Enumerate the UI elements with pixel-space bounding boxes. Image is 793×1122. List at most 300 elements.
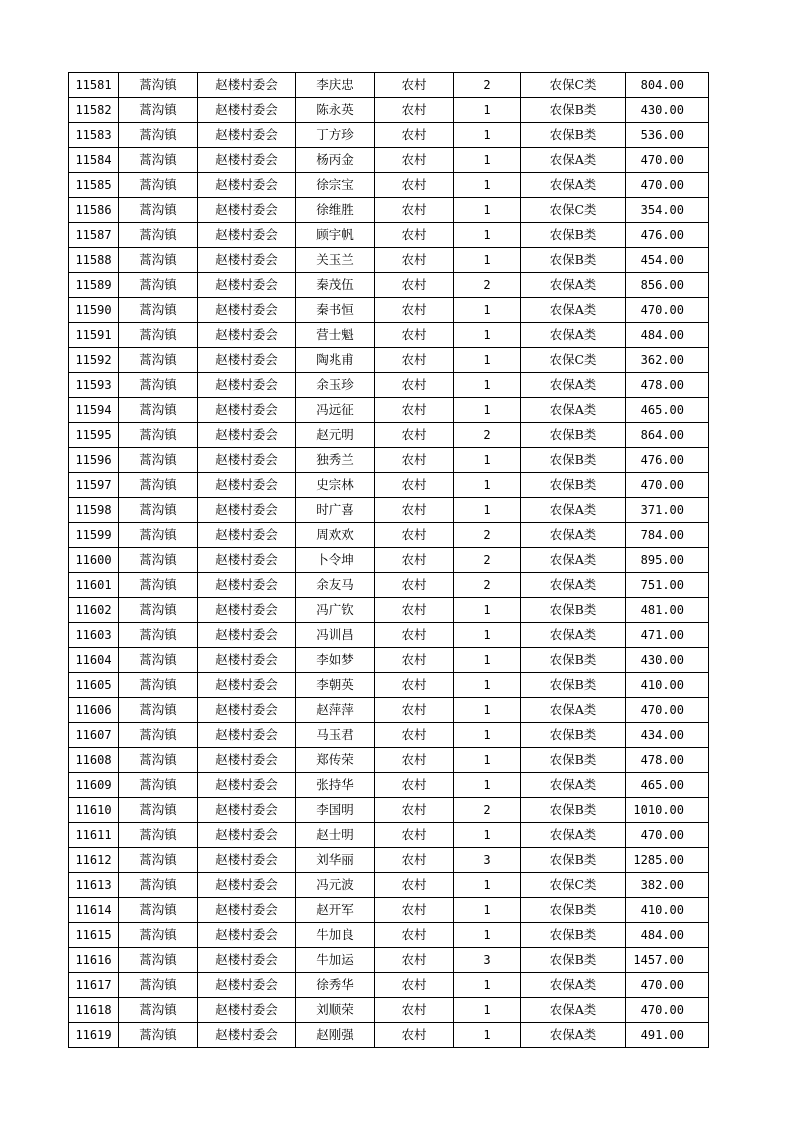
area-type-cell: 农村: [375, 398, 454, 423]
household-count-cell: 1: [454, 398, 521, 423]
village-committee-cell: 赵楼村委会: [198, 698, 296, 723]
serial-number-cell: 11615: [69, 923, 119, 948]
insurance-category-cell: 农保A类: [521, 298, 626, 323]
amount-cell: 895.00: [626, 548, 709, 573]
insurance-category-cell: 农保A类: [521, 573, 626, 598]
household-count-cell: 1: [454, 198, 521, 223]
area-type-cell: 农村: [375, 623, 454, 648]
table-row: [69, 523, 709, 548]
name-cell: 李朝英: [296, 673, 375, 698]
area-type-cell: 农村: [375, 1023, 454, 1048]
area-type-cell: 农村: [375, 898, 454, 923]
town-cell: 蒿沟镇: [119, 998, 198, 1023]
name-cell: 史宗林: [296, 473, 375, 498]
table-row: [69, 373, 709, 398]
town-cell: 蒿沟镇: [119, 698, 198, 723]
area-type-cell: 农村: [375, 748, 454, 773]
table-row: [69, 873, 709, 898]
town-cell: 蒿沟镇: [119, 923, 198, 948]
insurance-category-cell: 农保A类: [521, 173, 626, 198]
insurance-category-cell: 农保A类: [521, 973, 626, 998]
household-count-cell: 1: [454, 348, 521, 373]
town-cell: 蒿沟镇: [119, 573, 198, 598]
household-count-cell: 1: [454, 98, 521, 123]
table-row: [69, 273, 709, 298]
amount-cell: 1457.00: [626, 948, 709, 973]
village-committee-cell: 赵楼村委会: [198, 273, 296, 298]
amount-cell: 471.00: [626, 623, 709, 648]
household-count-cell: 1: [454, 698, 521, 723]
table-row: [69, 798, 709, 823]
area-type-cell: 农村: [375, 123, 454, 148]
amount-cell: 476.00: [626, 223, 709, 248]
amount-cell: 804.00: [626, 73, 709, 98]
serial-number-cell: 11594: [69, 398, 119, 423]
town-cell: 蒿沟镇: [119, 198, 198, 223]
table-row: [69, 823, 709, 848]
town-cell: 蒿沟镇: [119, 723, 198, 748]
serial-number-cell: 11612: [69, 848, 119, 873]
name-cell: 独秀兰: [296, 448, 375, 473]
table-row: [69, 398, 709, 423]
household-count-cell: 2: [454, 423, 521, 448]
village-committee-cell: 赵楼村委会: [198, 898, 296, 923]
table-row: [69, 198, 709, 223]
area-type-cell: 农村: [375, 923, 454, 948]
name-cell: 李国明: [296, 798, 375, 823]
table-row: [69, 98, 709, 123]
household-count-cell: 1: [454, 1023, 521, 1048]
town-cell: 蒿沟镇: [119, 123, 198, 148]
table-row: [69, 498, 709, 523]
village-committee-cell: 赵楼村委会: [198, 148, 296, 173]
household-count-cell: 2: [454, 523, 521, 548]
name-cell: 刘顺荣: [296, 998, 375, 1023]
town-cell: 蒿沟镇: [119, 823, 198, 848]
household-count-cell: 1: [454, 323, 521, 348]
area-type-cell: 农村: [375, 198, 454, 223]
household-count-cell: 2: [454, 73, 521, 98]
table-row: [69, 1023, 709, 1048]
area-type-cell: 农村: [375, 523, 454, 548]
town-cell: 蒿沟镇: [119, 673, 198, 698]
area-type-cell: 农村: [375, 823, 454, 848]
amount-cell: 454.00: [626, 248, 709, 273]
amount-cell: 856.00: [626, 273, 709, 298]
amount-cell: 362.00: [626, 348, 709, 373]
name-cell: 冯远征: [296, 398, 375, 423]
serial-number-cell: 11590: [69, 298, 119, 323]
insurance-category-cell: 农保B类: [521, 923, 626, 948]
serial-number-cell: 11599: [69, 523, 119, 548]
town-cell: 蒿沟镇: [119, 873, 198, 898]
village-committee-cell: 赵楼村委会: [198, 123, 296, 148]
serial-number-cell: 11587: [69, 223, 119, 248]
serial-number-cell: 11616: [69, 948, 119, 973]
amount-cell: 354.00: [626, 198, 709, 223]
serial-number-cell: 11611: [69, 823, 119, 848]
insurance-category-cell: 农保B类: [521, 598, 626, 623]
table-row: [69, 448, 709, 473]
insurance-category-cell: 农保B类: [521, 473, 626, 498]
household-count-cell: 3: [454, 848, 521, 873]
serial-number-cell: 11605: [69, 673, 119, 698]
table-row: [69, 948, 709, 973]
amount-cell: 478.00: [626, 748, 709, 773]
amount-cell: 470.00: [626, 473, 709, 498]
area-type-cell: 农村: [375, 298, 454, 323]
name-cell: 周欢欢: [296, 523, 375, 548]
household-count-cell: 3: [454, 948, 521, 973]
village-committee-cell: 赵楼村委会: [198, 173, 296, 198]
village-committee-cell: 赵楼村委会: [198, 998, 296, 1023]
town-cell: 蒿沟镇: [119, 848, 198, 873]
serial-number-cell: 11584: [69, 148, 119, 173]
town-cell: 蒿沟镇: [119, 298, 198, 323]
town-cell: 蒿沟镇: [119, 548, 198, 573]
serial-number-cell: 11588: [69, 248, 119, 273]
name-cell: 郑传荣: [296, 748, 375, 773]
insurance-category-cell: 农保A类: [521, 773, 626, 798]
household-count-cell: 1: [454, 648, 521, 673]
amount-cell: 470.00: [626, 298, 709, 323]
amount-cell: 491.00: [626, 1023, 709, 1048]
area-type-cell: 农村: [375, 348, 454, 373]
household-count-cell: 1: [454, 923, 521, 948]
town-cell: 蒿沟镇: [119, 73, 198, 98]
table-row: [69, 298, 709, 323]
household-count-cell: 1: [454, 498, 521, 523]
table-row: [69, 998, 709, 1023]
name-cell: 徐秀华: [296, 973, 375, 998]
serial-number-cell: 11613: [69, 873, 119, 898]
serial-number-cell: 11581: [69, 73, 119, 98]
town-cell: 蒿沟镇: [119, 948, 198, 973]
town-cell: 蒿沟镇: [119, 798, 198, 823]
amount-cell: 470.00: [626, 148, 709, 173]
insurance-category-cell: 农保C类: [521, 348, 626, 373]
village-committee-cell: 赵楼村委会: [198, 73, 296, 98]
name-cell: 赵开军: [296, 898, 375, 923]
serial-number-cell: 11595: [69, 423, 119, 448]
area-type-cell: 农村: [375, 548, 454, 573]
household-count-cell: 1: [454, 223, 521, 248]
household-count-cell: 2: [454, 548, 521, 573]
serial-number-cell: 11600: [69, 548, 119, 573]
insurance-category-cell: 农保A类: [521, 523, 626, 548]
name-cell: 张持华: [296, 773, 375, 798]
town-cell: 蒿沟镇: [119, 348, 198, 373]
village-committee-cell: 赵楼村委会: [198, 673, 296, 698]
amount-cell: 478.00: [626, 373, 709, 398]
insurance-category-cell: 农保B类: [521, 673, 626, 698]
record-table: [68, 72, 709, 1048]
amount-cell: 465.00: [626, 398, 709, 423]
serial-number-cell: 11592: [69, 348, 119, 373]
serial-number-cell: 11608: [69, 748, 119, 773]
amount-cell: 371.00: [626, 498, 709, 523]
village-committee-cell: 赵楼村委会: [198, 823, 296, 848]
amount-cell: 470.00: [626, 823, 709, 848]
name-cell: 营士魁: [296, 323, 375, 348]
table-row: [69, 748, 709, 773]
name-cell: 关玉兰: [296, 248, 375, 273]
area-type-cell: 农村: [375, 498, 454, 523]
table-body: [69, 73, 709, 1048]
area-type-cell: 农村: [375, 798, 454, 823]
area-type-cell: 农村: [375, 998, 454, 1023]
name-cell: 杨丙金: [296, 148, 375, 173]
household-count-cell: 1: [454, 973, 521, 998]
area-type-cell: 农村: [375, 848, 454, 873]
table-row: [69, 323, 709, 348]
serial-number-cell: 11583: [69, 123, 119, 148]
insurance-category-cell: 农保B类: [521, 223, 626, 248]
village-committee-cell: 赵楼村委会: [198, 923, 296, 948]
insurance-category-cell: 农保A类: [521, 1023, 626, 1048]
insurance-category-cell: 农保B类: [521, 898, 626, 923]
name-cell: 陈永英: [296, 98, 375, 123]
table-row: [69, 223, 709, 248]
name-cell: 丁方珍: [296, 123, 375, 148]
name-cell: 冯广钦: [296, 598, 375, 623]
name-cell: 冯元波: [296, 873, 375, 898]
name-cell: 赵刚强: [296, 1023, 375, 1048]
name-cell: 赵元明: [296, 423, 375, 448]
insurance-category-cell: 农保B类: [521, 748, 626, 773]
table-row: [69, 123, 709, 148]
table-row: [69, 898, 709, 923]
village-committee-cell: 赵楼村委会: [198, 948, 296, 973]
village-committee-cell: 赵楼村委会: [198, 773, 296, 798]
name-cell: 卜令坤: [296, 548, 375, 573]
household-count-cell: 1: [454, 823, 521, 848]
area-type-cell: 农村: [375, 673, 454, 698]
town-cell: 蒿沟镇: [119, 323, 198, 348]
table-row: [69, 773, 709, 798]
town-cell: 蒿沟镇: [119, 973, 198, 998]
town-cell: 蒿沟镇: [119, 1023, 198, 1048]
household-count-cell: 1: [454, 998, 521, 1023]
amount-cell: 410.00: [626, 898, 709, 923]
name-cell: 余友马: [296, 573, 375, 598]
town-cell: 蒿沟镇: [119, 98, 198, 123]
village-committee-cell: 赵楼村委会: [198, 373, 296, 398]
area-type-cell: 农村: [375, 973, 454, 998]
household-count-cell: 1: [454, 773, 521, 798]
household-count-cell: 1: [454, 748, 521, 773]
name-cell: 陶兆甫: [296, 348, 375, 373]
village-committee-cell: 赵楼村委会: [198, 723, 296, 748]
serial-number-cell: 11597: [69, 473, 119, 498]
village-committee-cell: 赵楼村委会: [198, 548, 296, 573]
amount-cell: 430.00: [626, 648, 709, 673]
amount-cell: 784.00: [626, 523, 709, 548]
amount-cell: 434.00: [626, 723, 709, 748]
household-count-cell: 1: [454, 598, 521, 623]
village-committee-cell: 赵楼村委会: [198, 323, 296, 348]
village-committee-cell: 赵楼村委会: [198, 623, 296, 648]
insurance-category-cell: 农保A类: [521, 623, 626, 648]
area-type-cell: 农村: [375, 698, 454, 723]
name-cell: 李如梦: [296, 648, 375, 673]
household-count-cell: 1: [454, 723, 521, 748]
amount-cell: 484.00: [626, 323, 709, 348]
village-committee-cell: 赵楼村委会: [198, 298, 296, 323]
table-row: [69, 148, 709, 173]
village-committee-cell: 赵楼村委会: [198, 248, 296, 273]
area-type-cell: 农村: [375, 248, 454, 273]
serial-number-cell: 11602: [69, 598, 119, 623]
name-cell: 余玉珍: [296, 373, 375, 398]
serial-number-cell: 11618: [69, 998, 119, 1023]
amount-cell: 465.00: [626, 773, 709, 798]
insurance-category-cell: 农保B类: [521, 98, 626, 123]
town-cell: 蒿沟镇: [119, 423, 198, 448]
area-type-cell: 农村: [375, 98, 454, 123]
village-committee-cell: 赵楼村委会: [198, 398, 296, 423]
name-cell: 牛加良: [296, 923, 375, 948]
insurance-category-cell: 农保A类: [521, 548, 626, 573]
amount-cell: 484.00: [626, 923, 709, 948]
town-cell: 蒿沟镇: [119, 748, 198, 773]
insurance-category-cell: 农保B类: [521, 648, 626, 673]
insurance-category-cell: 农保B类: [521, 123, 626, 148]
name-cell: 牛加运: [296, 948, 375, 973]
amount-cell: 430.00: [626, 98, 709, 123]
area-type-cell: 农村: [375, 648, 454, 673]
serial-number-cell: 11617: [69, 973, 119, 998]
area-type-cell: 农村: [375, 448, 454, 473]
amount-cell: 1285.00: [626, 848, 709, 873]
amount-cell: 470.00: [626, 998, 709, 1023]
household-count-cell: 1: [454, 148, 521, 173]
village-committee-cell: 赵楼村委会: [198, 523, 296, 548]
table-row: [69, 973, 709, 998]
serial-number-cell: 11591: [69, 323, 119, 348]
name-cell: 赵士明: [296, 823, 375, 848]
amount-cell: 864.00: [626, 423, 709, 448]
household-count-cell: 1: [454, 873, 521, 898]
name-cell: 马玉君: [296, 723, 375, 748]
household-count-cell: 1: [454, 473, 521, 498]
amount-cell: 470.00: [626, 973, 709, 998]
area-type-cell: 农村: [375, 873, 454, 898]
insurance-category-cell: 农保A类: [521, 698, 626, 723]
village-committee-cell: 赵楼村委会: [198, 423, 296, 448]
insurance-category-cell: 农保B类: [521, 723, 626, 748]
insurance-category-cell: 农保B类: [521, 798, 626, 823]
table-row: [69, 623, 709, 648]
serial-number-cell: 11609: [69, 773, 119, 798]
household-count-cell: 1: [454, 173, 521, 198]
area-type-cell: 农村: [375, 373, 454, 398]
village-committee-cell: 赵楼村委会: [198, 648, 296, 673]
insurance-category-cell: 农保A类: [521, 323, 626, 348]
village-committee-cell: 赵楼村委会: [198, 973, 296, 998]
amount-cell: 470.00: [626, 173, 709, 198]
name-cell: 徐宗宝: [296, 173, 375, 198]
serial-number-cell: 11607: [69, 723, 119, 748]
table-row: [69, 173, 709, 198]
household-count-cell: 2: [454, 573, 521, 598]
area-type-cell: 农村: [375, 173, 454, 198]
serial-number-cell: 11596: [69, 448, 119, 473]
town-cell: 蒿沟镇: [119, 373, 198, 398]
name-cell: 冯训昌: [296, 623, 375, 648]
town-cell: 蒿沟镇: [119, 398, 198, 423]
town-cell: 蒿沟镇: [119, 173, 198, 198]
area-type-cell: 农村: [375, 423, 454, 448]
amount-cell: 470.00: [626, 698, 709, 723]
household-count-cell: 1: [454, 123, 521, 148]
name-cell: 时广喜: [296, 498, 375, 523]
village-committee-cell: 赵楼村委会: [198, 473, 296, 498]
serial-number-cell: 11606: [69, 698, 119, 723]
amount-cell: 382.00: [626, 873, 709, 898]
insurance-category-cell: 农保A类: [521, 498, 626, 523]
town-cell: 蒿沟镇: [119, 448, 198, 473]
area-type-cell: 农村: [375, 598, 454, 623]
area-type-cell: 农村: [375, 73, 454, 98]
table-row: [69, 573, 709, 598]
household-count-cell: 1: [454, 298, 521, 323]
insurance-category-cell: 农保B类: [521, 448, 626, 473]
table-row: [69, 348, 709, 373]
insurance-category-cell: 农保B类: [521, 848, 626, 873]
village-committee-cell: 赵楼村委会: [198, 448, 296, 473]
name-cell: 秦茂伍: [296, 273, 375, 298]
village-committee-cell: 赵楼村委会: [198, 98, 296, 123]
area-type-cell: 农村: [375, 223, 454, 248]
serial-number-cell: 11589: [69, 273, 119, 298]
serial-number-cell: 11598: [69, 498, 119, 523]
village-committee-cell: 赵楼村委会: [198, 223, 296, 248]
name-cell: 李庆忠: [296, 73, 375, 98]
household-count-cell: 1: [454, 248, 521, 273]
table-row: [69, 73, 709, 98]
town-cell: 蒿沟镇: [119, 148, 198, 173]
table-row: [69, 698, 709, 723]
table-row: [69, 673, 709, 698]
serial-number-cell: 11585: [69, 173, 119, 198]
table-row: [69, 248, 709, 273]
name-cell: 秦书恒: [296, 298, 375, 323]
village-committee-cell: 赵楼村委会: [198, 848, 296, 873]
village-committee-cell: 赵楼村委会: [198, 573, 296, 598]
area-type-cell: 农村: [375, 273, 454, 298]
town-cell: 蒿沟镇: [119, 223, 198, 248]
insurance-category-cell: 农保A类: [521, 148, 626, 173]
town-cell: 蒿沟镇: [119, 498, 198, 523]
village-committee-cell: 赵楼村委会: [198, 748, 296, 773]
name-cell: 顾宇帆: [296, 223, 375, 248]
village-committee-cell: 赵楼村委会: [198, 198, 296, 223]
town-cell: 蒿沟镇: [119, 773, 198, 798]
insurance-category-cell: 农保B类: [521, 248, 626, 273]
village-committee-cell: 赵楼村委会: [198, 498, 296, 523]
area-type-cell: 农村: [375, 948, 454, 973]
area-type-cell: 农村: [375, 773, 454, 798]
serial-number-cell: 11603: [69, 623, 119, 648]
village-committee-cell: 赵楼村委会: [198, 873, 296, 898]
area-type-cell: 农村: [375, 148, 454, 173]
insurance-category-cell: 农保A类: [521, 823, 626, 848]
serial-number-cell: 11604: [69, 648, 119, 673]
amount-cell: 536.00: [626, 123, 709, 148]
village-committee-cell: 赵楼村委会: [198, 1023, 296, 1048]
serial-number-cell: 11610: [69, 798, 119, 823]
